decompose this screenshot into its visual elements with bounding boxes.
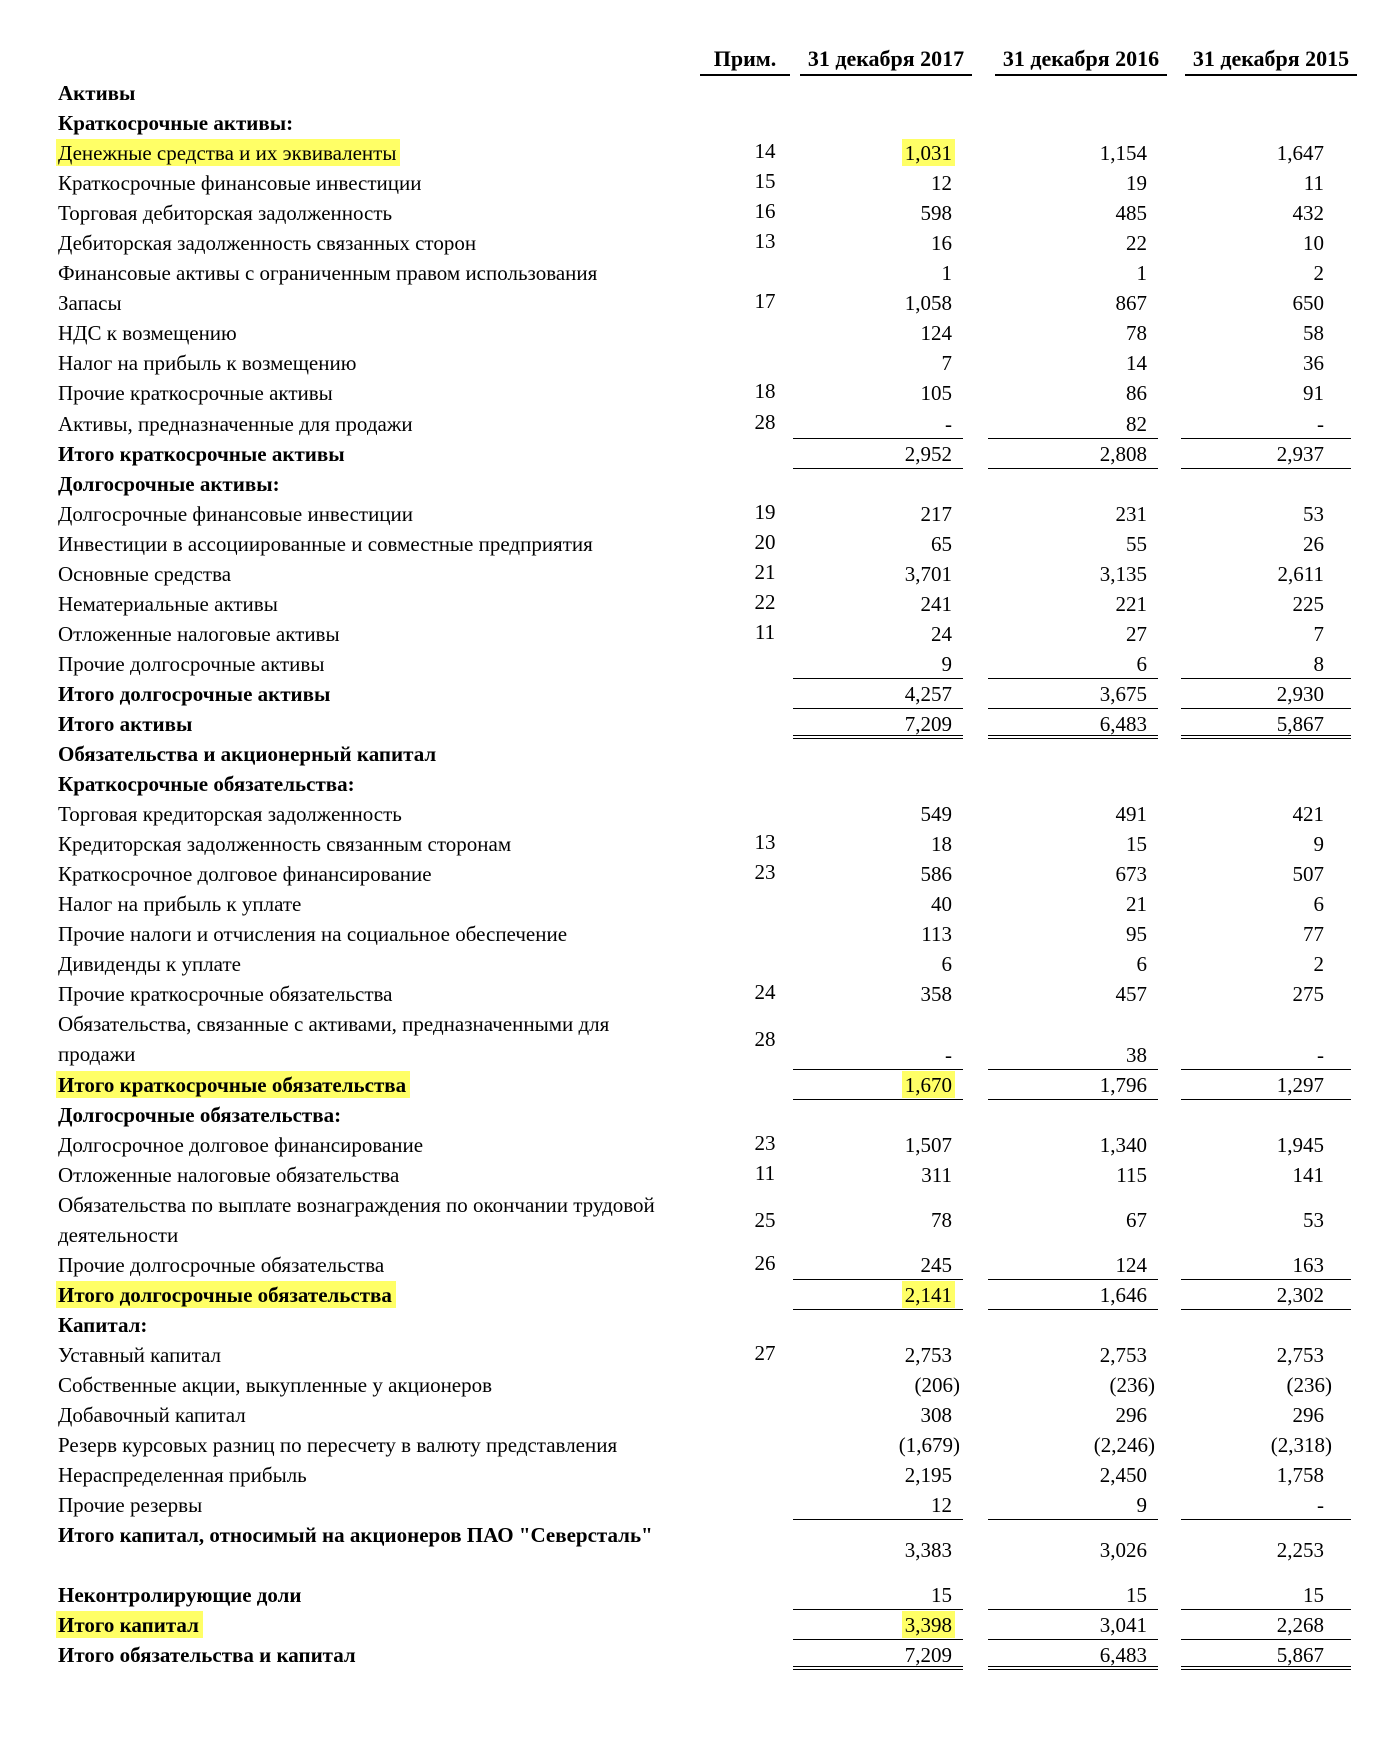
table-row — [0, 409, 1400, 439]
col-2016-header: 31 декабря 2016 — [995, 44, 1167, 76]
row-value-2016: 1,154 — [1099, 141, 1147, 166]
row-value-2015: 77 — [1303, 922, 1324, 947]
table-row — [0, 1370, 1400, 1400]
row-label: Нематериальные активы — [58, 591, 278, 616]
row-value-2017: 16 — [931, 231, 952, 256]
row-label: Финансовые активы с ограниченным правом использования — [58, 261, 598, 286]
row-value-2017: 113 — [921, 922, 952, 947]
row-label: Итого обязательства и капитал — [58, 1643, 356, 1668]
row-value-2015: 5,867 — [1181, 709, 1351, 739]
row-value-2016: 9 — [988, 1490, 1158, 1520]
row-label: Краткосрочное долговое финансирование — [58, 862, 432, 887]
row-value-2017: 78 — [931, 1207, 952, 1232]
table-row — [0, 799, 1400, 829]
row-value-2016: 6 — [988, 649, 1158, 679]
row-value-2017: - — [793, 1040, 963, 1070]
table-row — [0, 318, 1400, 348]
row-value-2015: 225 — [1292, 591, 1324, 616]
table-row — [0, 1340, 1400, 1370]
row-value-2016: 22 — [1126, 231, 1147, 256]
row-value-2016: 115 — [1116, 1162, 1147, 1187]
row-label: Отложенные налоговые обязательства — [58, 1162, 400, 1187]
row-label: Резерв курсовых разниц по пересчету в валюту представления — [58, 1433, 618, 1458]
row-value-2017: 12 — [793, 1490, 963, 1520]
row-note: 11 — [754, 619, 776, 644]
row-value-2017: 6 — [941, 952, 952, 977]
row-value-2016: 6,483 — [988, 1640, 1158, 1670]
table-row — [0, 529, 1400, 559]
row-label: Краткосрочные обязательства: — [58, 772, 355, 797]
table-row — [0, 709, 1400, 739]
row-value-2017 — [793, 108, 963, 138]
row-value-2015: 2,611 — [1277, 561, 1324, 586]
row-value-2015: 141 — [1292, 1162, 1324, 1187]
row-value-2017: 1,031 — [793, 138, 963, 168]
row-value-2016: 867 — [1115, 291, 1147, 316]
table-row — [0, 228, 1400, 258]
row-value-2015: 2,753 — [1276, 1342, 1324, 1367]
row-note: 13 — [754, 830, 776, 855]
table-body — [0, 78, 1400, 1670]
row-value-2016: 15 — [1126, 832, 1147, 857]
row-value-2015: (2,318) — [1270, 1433, 1332, 1458]
row-value-2017: 4,257 — [793, 679, 963, 709]
row-label: Прочие долгосрочные обязательства — [58, 1252, 385, 1277]
row-value-2016 — [988, 739, 1158, 769]
row-value-2015: 163 — [1181, 1250, 1351, 1280]
row-value-2016: 485 — [1115, 201, 1147, 226]
row-value-2016: 21 — [1126, 892, 1147, 917]
row-value-2016 — [988, 78, 1158, 108]
row-value-2017: - — [793, 409, 963, 439]
row-value-2015: (236) — [1286, 1373, 1332, 1398]
row-note: 17 — [754, 289, 776, 314]
row-value-2015: 91 — [1303, 381, 1324, 406]
row-value-2015: 7 — [1313, 621, 1324, 646]
row-value-2015: - — [1181, 1040, 1351, 1070]
table-row — [0, 499, 1400, 529]
row-value-2016: 38 — [988, 1040, 1158, 1070]
row-value-2016: 3,675 — [988, 679, 1158, 709]
row-value-2016 — [988, 1310, 1158, 1340]
row-value-2015: 2 — [1313, 261, 1324, 286]
table-row — [0, 1520, 1400, 1580]
table-row — [0, 1400, 1400, 1430]
row-value-2016: 3,135 — [1099, 561, 1147, 586]
row-value-2016: 6 — [1136, 952, 1147, 977]
row-value-2017: 2,195 — [904, 1463, 952, 1488]
row-value-2017: 217 — [920, 501, 952, 526]
row-value-2016: 3,041 — [988, 1610, 1158, 1640]
row-value-2016: 124 — [988, 1250, 1158, 1280]
row-value-2017: 40 — [931, 892, 952, 917]
row-label: Торговая кредиторская задолженность — [58, 802, 402, 827]
row-value-2015: 8 — [1181, 649, 1351, 679]
row-value-2016: 78 — [1126, 321, 1147, 346]
row-value-2017 — [793, 1100, 963, 1130]
table-row — [0, 198, 1400, 228]
row-note: 19 — [754, 499, 776, 524]
table-row — [0, 348, 1400, 378]
row-value-2015: - — [1181, 1490, 1351, 1520]
row-note: 13 — [754, 229, 776, 254]
table-row — [0, 649, 1400, 679]
table-row — [0, 679, 1400, 709]
row-note: 18 — [754, 379, 776, 404]
row-value-2017: 586 — [920, 862, 952, 887]
table-row — [0, 439, 1400, 469]
row-value-2015: 432 — [1292, 201, 1324, 226]
table-row — [0, 1100, 1400, 1130]
row-label: Отложенные налоговые активы — [58, 621, 340, 646]
row-value-2017: 2,753 — [904, 1342, 952, 1367]
row-value-2016: 27 — [1126, 621, 1147, 646]
row-value-2016: 2,808 — [988, 439, 1158, 469]
row-value-2016: 86 — [1126, 381, 1147, 406]
row-value-2015 — [1181, 1100, 1351, 1130]
row-label: Прочие краткосрочные активы — [58, 381, 333, 406]
row-value-2015: 15 — [1181, 1580, 1351, 1610]
table-row — [0, 108, 1400, 138]
row-value-2015: 53 — [1303, 501, 1324, 526]
row-value-2016: 6,483 — [988, 709, 1158, 739]
row-label: Итого долгосрочные обязательства — [58, 1280, 678, 1310]
table-row — [0, 78, 1400, 108]
row-label: Итого капитал — [58, 1610, 678, 1640]
table-row — [0, 1250, 1400, 1280]
row-value-2016: (236) — [1109, 1373, 1155, 1398]
row-label: Добавочный капитал — [58, 1403, 246, 1428]
row-note: 20 — [754, 529, 776, 554]
row-label: Кредиторская задолженность связанным сторонам — [58, 832, 512, 857]
row-note: 14 — [754, 139, 776, 164]
row-label: Активы — [58, 81, 136, 105]
row-value-2017 — [793, 739, 963, 769]
row-value-2015: 507 — [1292, 862, 1324, 887]
table-row — [0, 1490, 1400, 1520]
row-value-2017: 308 — [920, 1403, 952, 1428]
row-value-2015 — [1181, 739, 1351, 769]
row-label: Долгосрочные активы: — [58, 471, 280, 496]
row-value-2017: 1,058 — [904, 291, 952, 316]
row-value-2017: 12 — [931, 171, 952, 196]
row-note: 26 — [754, 1250, 776, 1275]
row-value-2016: 1,340 — [1099, 1132, 1147, 1157]
row-value-2016: 19 — [1126, 171, 1147, 196]
table-row — [0, 859, 1400, 889]
row-label: Обязательства, связанные с активами, предназначенными для продажи — [58, 1012, 610, 1067]
row-value-2016: 67 — [1126, 1207, 1147, 1232]
row-label: Итого активы — [58, 711, 193, 736]
col-2015-header: 31 декабря 2015 — [1185, 44, 1357, 76]
table-row — [0, 1280, 1400, 1310]
row-value-2017: 549 — [920, 802, 952, 827]
row-value-2016: 82 — [988, 409, 1158, 439]
row-label: Уставный капитал — [58, 1342, 221, 1367]
row-label: Налог на прибыль к уплате — [58, 892, 302, 917]
row-value-2016: 221 — [1115, 591, 1147, 616]
row-value-2017: (206) — [914, 1373, 960, 1398]
row-value-2017: 15 — [793, 1580, 963, 1610]
row-value-2015: 26 — [1303, 531, 1324, 556]
table-row — [0, 1430, 1400, 1460]
row-label: НДС к возмещению — [58, 321, 237, 346]
row-note: 21 — [754, 559, 776, 584]
row-value-2017: 2,952 — [793, 439, 963, 469]
row-value-2015 — [1181, 78, 1351, 108]
table-row — [0, 619, 1400, 649]
row-value-2015: 2,253 — [1276, 1538, 1324, 1563]
row-label: Прочие налоги и отчисления на социальное обеспечение — [58, 922, 568, 947]
row-value-2016: 2,450 — [1099, 1463, 1147, 1488]
row-value-2016: 95 — [1126, 922, 1147, 947]
row-label: Инвестиции в ассоциированные и совместные предприятия — [58, 531, 593, 556]
table-row — [0, 138, 1400, 168]
row-label: Прочие краткосрочные обязательства — [58, 982, 393, 1007]
row-value-2016: 491 — [1115, 802, 1147, 827]
table-row — [0, 979, 1400, 1009]
row-label: Капитал: — [58, 1312, 148, 1337]
row-note: 16 — [754, 199, 776, 224]
table-row — [0, 168, 1400, 198]
row-value-2016: 673 — [1115, 862, 1147, 887]
row-value-2017: 1 — [941, 261, 952, 286]
row-label: Обязательства по выплате вознаграждения по окончании трудовой деятельности — [58, 1192, 655, 1247]
row-value-2016 — [988, 769, 1158, 799]
table-row — [0, 1070, 1400, 1100]
row-note: 28 — [754, 409, 776, 434]
row-label: Неконтролирующие доли — [58, 1583, 302, 1608]
row-value-2015: 1,758 — [1276, 1463, 1324, 1488]
row-label: Основные средства — [58, 561, 232, 586]
row-label: Прочие резервы — [58, 1493, 203, 1518]
row-label: Обязательства и акционерный капитал — [58, 742, 437, 767]
row-value-2015: 275 — [1292, 982, 1324, 1007]
row-value-2016: 457 — [1115, 982, 1147, 1007]
row-value-2016: 296 — [1115, 1403, 1147, 1428]
row-value-2015: 10 — [1303, 231, 1324, 256]
row-value-2017: 241 — [920, 591, 952, 616]
row-value-2017: 1,670 — [793, 1070, 963, 1100]
row-value-2015: 2,930 — [1181, 679, 1351, 709]
row-label: Дивиденды к уплате — [58, 952, 241, 977]
table-row — [0, 1460, 1400, 1490]
row-value-2015 — [1181, 108, 1351, 138]
row-label: Собственные акции, выкупленные у акционеров — [58, 1373, 493, 1398]
row-label: Нераспределенная прибыль — [58, 1463, 307, 1488]
row-value-2017: 2,141 — [793, 1280, 963, 1310]
row-value-2015: 6 — [1313, 892, 1324, 917]
row-value-2015 — [1181, 1310, 1351, 1340]
col-2017-header: 31 декабря 2017 — [800, 44, 972, 76]
row-label: Краткосрочные финансовые инвестиции — [58, 171, 422, 196]
row-label: Активы, предназначенные для продажи — [58, 411, 413, 436]
row-note: 11 — [754, 1160, 776, 1185]
row-value-2017: 18 — [931, 832, 952, 857]
table-row — [0, 258, 1400, 288]
row-value-2017: 7,209 — [793, 709, 963, 739]
row-label: Долгосрочное долговое финансирование — [58, 1132, 424, 1157]
row-note: 15 — [754, 169, 776, 194]
row-label: Краткосрочные активы: — [58, 111, 294, 136]
table-row — [0, 1580, 1400, 1610]
row-value-2016: 1 — [1136, 261, 1147, 286]
col-note-header: Прим. — [700, 44, 790, 76]
table-row — [0, 1130, 1400, 1160]
row-value-2015: 58 — [1303, 321, 1324, 346]
table-row — [0, 288, 1400, 318]
row-value-2017: 7,209 — [793, 1640, 963, 1670]
row-value-2017: 3,383 — [904, 1538, 952, 1563]
row-value-2016: 14 — [1126, 351, 1147, 376]
row-value-2015: 1,945 — [1276, 1132, 1324, 1157]
row-value-2015: 296 — [1292, 1403, 1324, 1428]
row-value-2016: 15 — [988, 1580, 1158, 1610]
row-label: Итого краткосрочные обязательства — [58, 1070, 678, 1100]
row-value-2016 — [988, 108, 1158, 138]
row-value-2015: 1,647 — [1276, 141, 1324, 166]
table-row — [0, 1009, 1400, 1069]
row-value-2015: 650 — [1292, 291, 1324, 316]
table-row — [0, 469, 1400, 499]
table-header — [0, 44, 1400, 78]
table-row — [0, 1310, 1400, 1340]
row-value-2015: 11 — [1303, 171, 1324, 196]
table-row — [0, 889, 1400, 919]
row-note: 23 — [754, 1130, 776, 1155]
row-value-2017: 105 — [920, 381, 952, 406]
row-note: 25 — [754, 1207, 776, 1232]
row-value-2016: 3,026 — [1099, 1538, 1147, 1563]
table-row — [0, 1640, 1400, 1670]
row-value-2016 — [988, 1100, 1158, 1130]
table-row — [0, 769, 1400, 799]
row-value-2017: 3,398 — [793, 1610, 963, 1640]
table-row — [0, 829, 1400, 859]
row-label: Дебиторская задолженность связанных сторон — [58, 231, 477, 256]
row-value-2015 — [1181, 769, 1351, 799]
row-value-2017: 3,701 — [904, 561, 952, 586]
row-note: 23 — [754, 860, 776, 885]
row-value-2017 — [793, 78, 963, 108]
row-value-2016: 1,796 — [988, 1070, 1158, 1100]
row-label: Прочие долгосрочные активы — [58, 651, 325, 676]
row-value-2015: 2,268 — [1181, 1610, 1351, 1640]
row-value-2017: (1,679) — [898, 1433, 960, 1458]
row-value-2017 — [793, 1310, 963, 1340]
row-label: Итого капитал, относимый на акционеров ПАО "Северсталь" — [58, 1523, 653, 1548]
row-label: Денежные средства и их эквиваленты — [58, 138, 678, 168]
row-value-2015: 1,297 — [1181, 1070, 1351, 1100]
row-label: Итого долгосрочные активы — [58, 681, 331, 706]
row-label: Налог на прибыль к возмещению — [58, 351, 357, 376]
table-row — [0, 1190, 1400, 1250]
row-value-2017: 598 — [920, 201, 952, 226]
table-row — [0, 378, 1400, 408]
row-value-2017: 9 — [793, 649, 963, 679]
row-value-2017: 1,507 — [904, 1132, 952, 1157]
table-row — [0, 949, 1400, 979]
row-value-2017: 358 — [920, 982, 952, 1007]
table-row — [0, 1160, 1400, 1190]
row-value-2016: (2,246) — [1093, 1433, 1155, 1458]
row-value-2015: 9 — [1313, 832, 1324, 857]
row-value-2015: 2,302 — [1181, 1280, 1351, 1310]
table-row — [0, 589, 1400, 619]
table-row — [0, 739, 1400, 769]
row-value-2015: 5,867 — [1181, 1640, 1351, 1670]
row-note: 22 — [754, 589, 776, 614]
table-row — [0, 919, 1400, 949]
row-value-2017 — [793, 769, 963, 799]
row-note: 24 — [754, 980, 776, 1005]
row-note: 27 — [754, 1340, 776, 1365]
row-value-2017: 311 — [921, 1162, 952, 1187]
row-value-2016: 231 — [1115, 501, 1147, 526]
row-value-2017: 245 — [793, 1250, 963, 1280]
row-label: Итого краткосрочные активы — [58, 441, 345, 466]
row-label: Запасы — [58, 291, 122, 316]
table-row — [0, 559, 1400, 589]
row-value-2015 — [1181, 469, 1351, 499]
row-value-2017: 65 — [931, 531, 952, 556]
row-label: Долгосрочные обязательства: — [58, 1102, 342, 1127]
row-value-2017: 7 — [941, 351, 952, 376]
row-value-2016: 1,646 — [988, 1280, 1158, 1310]
row-label: Торговая дебиторская задолженность — [58, 201, 393, 226]
row-value-2017: 24 — [931, 621, 952, 646]
row-value-2015: - — [1181, 409, 1351, 439]
row-value-2016: 2,753 — [1099, 1342, 1147, 1367]
row-label: Долгосрочные финансовые инвестиции — [58, 501, 414, 526]
row-value-2017 — [793, 469, 963, 499]
table-row — [0, 1610, 1400, 1640]
row-value-2015: 36 — [1303, 351, 1324, 376]
row-note: 28 — [754, 1027, 776, 1052]
row-value-2016 — [988, 469, 1158, 499]
row-value-2015: 53 — [1303, 1207, 1324, 1232]
row-value-2017: 124 — [920, 321, 952, 346]
row-value-2015: 2 — [1313, 952, 1324, 977]
row-value-2015: 2,937 — [1181, 439, 1351, 469]
row-value-2016: 55 — [1126, 531, 1147, 556]
row-value-2015: 421 — [1292, 802, 1324, 827]
